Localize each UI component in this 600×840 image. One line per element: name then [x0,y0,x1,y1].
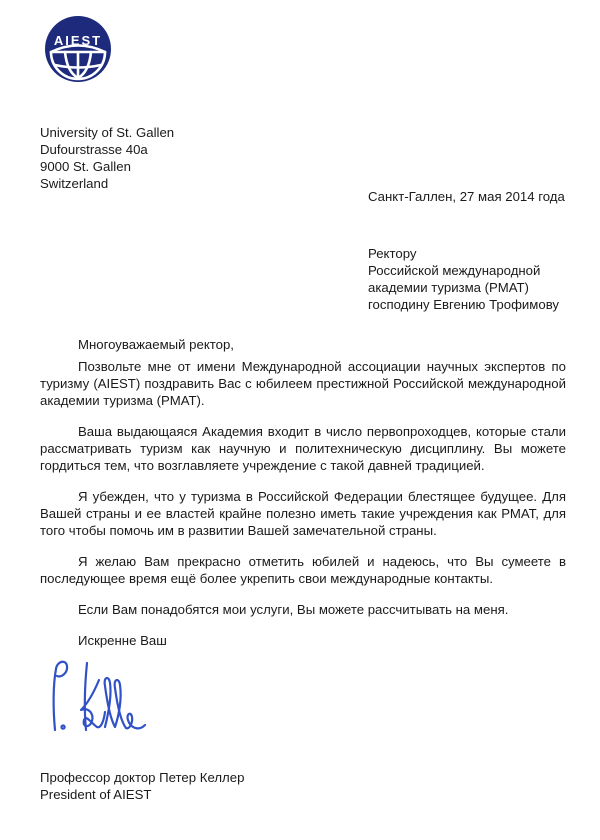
recipient-line: Российской международной [368,263,541,278]
handwritten-signature-icon [42,653,150,745]
aiest-logo [44,15,112,83]
sender-address-line: University of St. Gallen [40,125,175,140]
letter-body [40,336,566,649]
signer-block [40,769,244,803]
paragraph-2: Ваша выдающаяся Академия входит в число первопроходцев, которые стали рассматривать туризм как научную и политехническую дисциплину. Вы можете гордиться тем, что возглавляете учреждение с такой давней традицией. [40,424,566,473]
salutation: Многоуважаемый ректор, [78,337,234,352]
sender-address-line: Dufourstrasse 40a [40,142,148,157]
signer-name: Профессор доктор Петер Келлер [40,770,245,785]
dateline: Санкт-Галлен, 27 мая 2014 года [368,189,565,204]
signature-graphic [42,653,150,745]
closing: Искренне Ваш [78,633,167,648]
recipient-address [368,245,559,313]
sender-address [40,124,174,192]
paragraph-4: Я желаю Вам прекрасно отметить юбилей и надеюсь, что Вы сумеете в последующее время ещё более укрепить свои международные контакты. [40,554,566,586]
recipient-line: господину Евгению Трофимову [368,297,560,312]
sender-address-line: 9000 St. Gallen [40,159,131,174]
paragraph-3: Я убежден, что у туризма в Российской Федерации блестящее будущее. Для Вашей страны и ее властей крайне полезно иметь такие учреждения как РМАТ, для того чтобы помочь им в развитии Вашей замечательной страны. [40,489,566,538]
signer-title: President of AIEST [40,787,152,802]
paragraph-1: Позвольте мне от имени Международной ассоциации научных экспертов по туризму (AIEST) поздравить Вас с юбилеем престижной Российской международной академии туризма (РМАТ). [40,359,566,408]
globe-icon [44,15,112,83]
sender-address-line: Switzerland [40,176,109,191]
paragraph-5: Если Вам понадобятся мои услуги, Вы можете рассчитывать на меня. [78,602,509,617]
logo-text: AIEST [53,33,103,48]
recipient-line: академии туризма (РМАТ) [368,280,529,295]
recipient-line: Ректору [368,246,417,261]
